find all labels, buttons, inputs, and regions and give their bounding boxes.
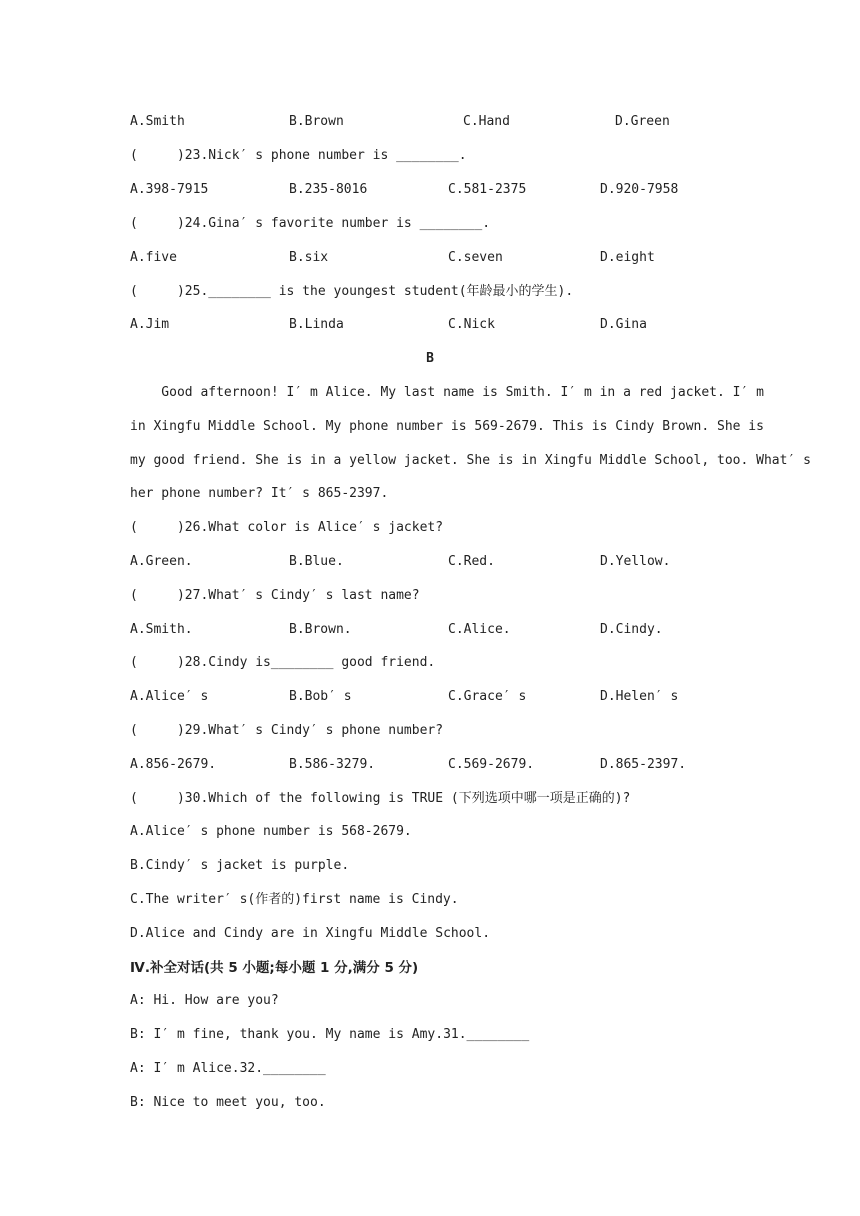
option-a: A.398-7915 [130,182,209,197]
option-d: D.Helen′ s [600,689,679,704]
question-29-stem: ( )29.What′ s Cindy′ s phone number? [130,723,444,738]
option-a: A.five [130,250,177,265]
question-30-stem: ( )30.Which of the following is TRUE (下列选项中哪一项是正确的)? [130,791,631,806]
option-c: C.581-2375 [448,182,527,197]
option-b: B.Brown [289,114,344,129]
option-b: B.Bob′ s [289,689,352,704]
option-c: C.seven [448,250,503,265]
dialogue-line: A: I′ m Alice.32.________ [130,1061,326,1076]
passage-line: her phone number? It′ s 865-2397. [130,486,389,501]
option-a: A.Alice′ s [130,689,209,704]
option-d: D.Yellow. [600,554,671,569]
option-c: C.Nick [448,317,495,332]
question-24-stem: ( )24.Gina′ s favorite number is ________. [130,216,491,231]
question-26-stem: ( )26.What color is Alice′ s jacket? [130,520,444,535]
passage-line: my good friend. She is in a yellow jacket. She is in Xingfu Middle School, too. What′ s [130,453,811,468]
option-d: D.865-2397. [600,757,687,772]
option-b: B.Cindy′ s jacket is purple. [130,858,350,873]
question-27-stem: ( )27.What′ s Cindy′ s last name? [130,588,420,603]
section-iv-heading: Ⅳ.补全对话(共 5 小题;每小题 1 分,满分 5 分) [130,960,419,976]
option-a: A.Jim [130,317,170,332]
option-c: C.569-2679. [448,757,535,772]
dialogue-line: A: Hi. How are you? [130,993,279,1008]
option-c: C.Hand [463,114,510,129]
option-d: D.920-7958 [600,182,679,197]
passage-line: in Xingfu Middle School. My phone number is 569-2679. This is Cindy Brown. She is [130,419,764,434]
dialogue-line: B: I′ m fine, thank you. My name is Amy.31.________ [130,1027,530,1042]
option-c: C.Grace′ s [448,689,527,704]
option-c: C.Alice. [448,622,511,637]
option-b: B.586-3279. [289,757,376,772]
option-b: B.Linda [289,317,344,332]
option-d: D.Gina [600,317,647,332]
option-d: D.Green [615,114,670,129]
option-c: C.Red. [448,554,495,569]
option-d: D.Cindy. [600,622,663,637]
option-a: A.Alice′ s phone number is 568-2679. [130,824,412,839]
option-a: A.Smith [130,114,185,129]
option-b: B.Blue. [289,554,344,569]
option-a: A.856-2679. [130,757,217,772]
question-25-stem: ( )25.________ is the youngest student(年龄最小的学生). [130,284,574,299]
option-b: B.Brown. [289,622,352,637]
option-a: A.Green. [130,554,193,569]
option-d: D.Alice and Cindy are in Xingfu Middle School. [130,926,491,941]
passage-line: Good afternoon! I′ m Alice. My last name is Smith. I′ m in a red jacket. I′ m [130,385,764,400]
question-28-stem: ( )28.Cindy is________ good friend. [130,655,436,670]
question-23-stem: ( )23.Nick′ s phone number is ________. [130,148,467,163]
option-b: B.six [289,250,329,265]
option-b: B.235-8016 [289,182,368,197]
option-a: A.Smith. [130,622,193,637]
option-c: C.The writer′ s(作者的)first name is Cindy. [130,892,459,907]
option-d: D.eight [600,250,655,265]
dialogue-line: B: Nice to meet you, too. [130,1095,326,1110]
section-b-label: B [426,351,434,366]
